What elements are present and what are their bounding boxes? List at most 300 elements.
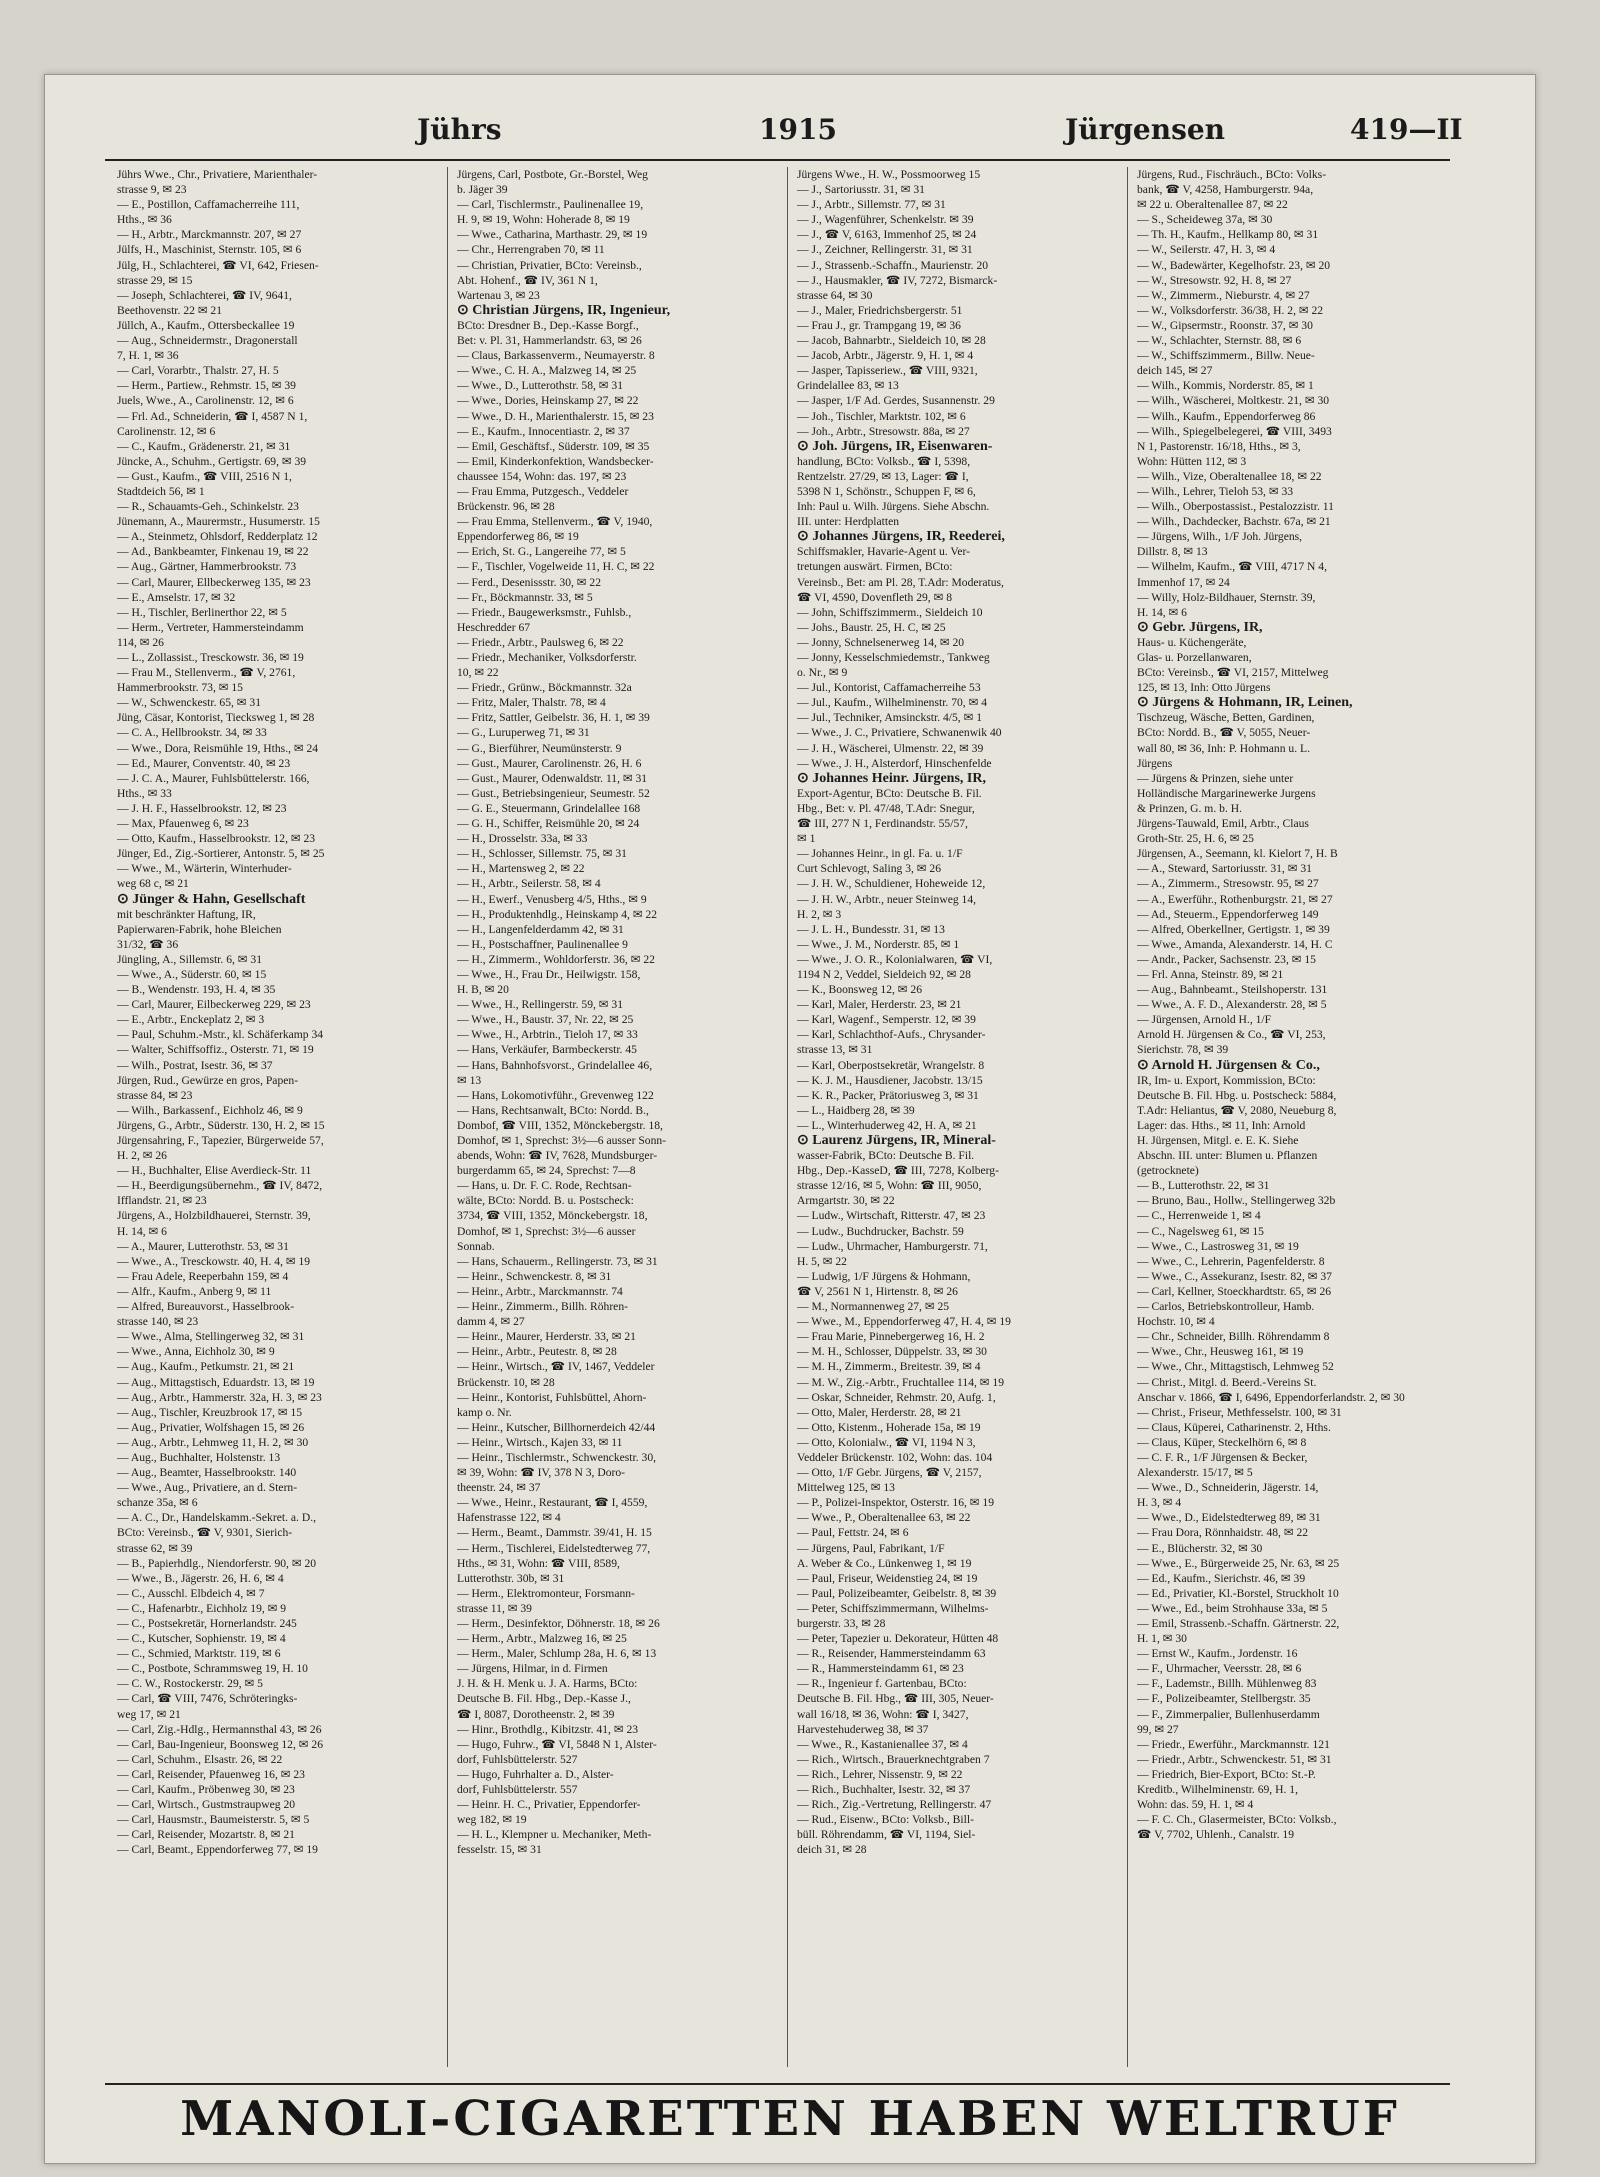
directory-line: Jürgens bbox=[1137, 756, 1173, 770]
directory-line: wall 80, ✉ 36, Inh: P. Hohmann u. L. bbox=[1137, 741, 1310, 755]
directory-line: strasse 84, ✉ 23 bbox=[117, 1088, 193, 1102]
directory-line: Export-Agentur, BCto: Deutsche B. Fil. bbox=[797, 786, 982, 800]
directory-line: chaussee 154, Wohn: das. 197, ✉ 23 bbox=[457, 469, 627, 483]
directory-line: — Frl. Ad., Schneiderin, ☎ I, 4587 N 1, bbox=[117, 409, 308, 423]
directory-line: Brückenstr. 96, ✉ 28 bbox=[457, 500, 555, 514]
column-divider bbox=[447, 167, 448, 2067]
directory-line: — Jacob, Arbtr., Jägerstr. 9, H. 1, ✉ 4 bbox=[797, 349, 974, 363]
directory-line: — Frau Emma, Stellenverm., ☎ V, 1940, bbox=[457, 515, 653, 529]
directory-line: burgerdamm 65, ✉ 24, Sprechst: 7—8 bbox=[457, 1164, 636, 1178]
directory-line: — R., Schauamts-Geh., Schinkelstr. 23 bbox=[117, 500, 299, 514]
directory-line: Ifflandstr. 21, ✉ 23 bbox=[117, 1194, 207, 1208]
directory-line: — Wwe., J. M., Norderstr. 85, ✉ 1 bbox=[797, 937, 960, 951]
directory-line: ⊙ Christian Jürgens, IR, Ingenieur, bbox=[457, 302, 671, 318]
directory-line: o. Nr., ✉ 9 bbox=[797, 666, 848, 680]
directory-line: BCto: Vereinsb., ☎ VI, 2157, Mittelweg bbox=[1137, 666, 1329, 680]
directory-line: — Wwe., D., Eidelstedterweg 89, ✉ 31 bbox=[1137, 1511, 1321, 1525]
directory-line: dorf, Fuhlsbüttelerstr. 527 bbox=[457, 1752, 578, 1766]
directory-line: Hochstr. 10, ✉ 4 bbox=[1137, 1315, 1215, 1329]
directory-line: 114, ✉ 26 bbox=[117, 635, 164, 649]
directory-line: — M. W., Zig.-Arbtr., Fruchtallee 114, ✉ 19 bbox=[797, 1375, 1004, 1389]
directory-line: Sonnab. bbox=[457, 1239, 495, 1253]
directory-line: theenstr. 24, ✉ 37 bbox=[457, 1481, 541, 1495]
directory-line: — Carl, Kellner, Stoeckhardtstr. 65, ✉ 26 bbox=[1137, 1284, 1332, 1298]
directory-line: — Jacob, Bahnarbtr., Sieldeich 10, ✉ 28 bbox=[797, 334, 986, 348]
directory-line: burgerstr. 33, ✉ 28 bbox=[797, 1617, 886, 1630]
directory-line: — Wwe., B., Jägerstr. 26, H. 6, ✉ 4 bbox=[117, 1571, 284, 1585]
directory-line: ⊙ Arnold H. Jürgensen & Co., bbox=[1137, 1057, 1320, 1073]
directory-line: — L., Haidberg 28, ✉ 39 bbox=[797, 1103, 915, 1117]
directory-line: — Wwe., E., Bürgerweide 25, Nr. 63, ✉ 25 bbox=[1137, 1556, 1340, 1570]
directory-line: H. Jürgensen, Mitgl. e. E. K. Siehe bbox=[1137, 1134, 1299, 1147]
directory-line: — Wilh., Wäscherei, Moltkestr. 21, ✉ 30 bbox=[1137, 394, 1330, 408]
directory-line: — Frau Marie, Pinnebergerweg 16, H. 2 bbox=[797, 1330, 985, 1344]
directory-line: — Hinr., Brothdlg., Kibitzstr. 41, ✉ 23 bbox=[457, 1722, 639, 1736]
directory-line: — Friedr., Arbtr., Schwenckestr. 51, ✉ 31 bbox=[1137, 1752, 1332, 1766]
directory-line: — W., Volksdorferstr. 36/38, H. 2, ✉ 22 bbox=[1137, 303, 1324, 317]
directory-line: H. 5, ✉ 22 bbox=[797, 1254, 847, 1268]
directory-line: Veddeler Brückenstr. 102, Wohn: das. 104 bbox=[797, 1450, 993, 1464]
header-year: 1915 bbox=[759, 113, 837, 146]
directory-line: Carolinenstr. 12, ✉ 6 bbox=[117, 424, 216, 438]
directory-line: — Jürgensen, Arnold H., 1/F bbox=[1137, 1013, 1272, 1027]
directory-line: Jülfs, H., Maschinist, Sternstr. 105, ✉ 6 bbox=[117, 243, 302, 257]
directory-line: weg 17, ✉ 21 bbox=[117, 1707, 181, 1721]
directory-line: — Oskar, Schneider, Rehmstr. 20, Aufg. 1, bbox=[797, 1390, 996, 1404]
directory-line: Harvestehuderweg 38, ✉ 37 bbox=[797, 1722, 929, 1736]
directory-line: — W., Seilerstr. 47, H. 3, ✉ 4 bbox=[1137, 243, 1276, 257]
directory-line: Jüllch, A., Kaufm., Ottersbeckallee 19 bbox=[117, 318, 295, 332]
directory-line: — A., Steward, Sartoriusstr. 31, ✉ 31 bbox=[1137, 862, 1312, 876]
directory-line: — E., Postillon, Caffamacherreihe 111, bbox=[117, 198, 300, 212]
directory-line: Domhof, ✉ 1, Sprechst: 3½—6 ausser Sonn- bbox=[457, 1134, 667, 1147]
directory-line: — Hans, Schauerm., Rellingerstr. 73, ✉ 31 bbox=[457, 1254, 658, 1268]
directory-line: — Karl, Maler, Herderstr. 23, ✉ 21 bbox=[797, 998, 962, 1012]
column-1 bbox=[117, 167, 432, 2067]
directory-line: ⊙ Joh. Jürgens, IR, Eisenwaren- bbox=[797, 438, 993, 454]
directory-line: wasser-Fabrik, BCto: Deutsche B. Fil. bbox=[797, 1149, 975, 1163]
directory-line: ✉ 22 u. Oberaltenallee 87, ✉ 22 bbox=[1137, 198, 1288, 212]
directory-line: — Max, Pfauenweg 6, ✉ 23 bbox=[117, 817, 249, 831]
directory-line: bank, ☎ V, 4258, Hamburgerstr. 94a, bbox=[1137, 183, 1314, 197]
directory-line: — Wwe., Chr., Mittagstisch, Lehmweg 52 bbox=[1137, 1360, 1334, 1374]
footer-rule bbox=[105, 2083, 1450, 2085]
footer-advertisement: MANOLI-CIGARETTEN HABEN WELTRUF bbox=[180, 2091, 1400, 2147]
directory-line: — Gust., Betriebsingenieur, Seumestr. 52 bbox=[457, 786, 650, 800]
directory-line: — Jasper, 1/F Ad. Gerdes, Susannenstr. 29 bbox=[797, 394, 995, 408]
directory-line: — Wwe., A., Tresckowstr. 40, H. 4, ✉ 19 bbox=[117, 1254, 311, 1268]
column-divider bbox=[1127, 167, 1128, 2067]
directory-line: BCto: Nordd. B., ☎ V, 5055, Neuer- bbox=[1137, 726, 1311, 740]
directory-line: — Aug., Kaufm., Petkumstr. 21, ✉ 21 bbox=[117, 1360, 295, 1374]
directory-line: — Wwe., Ed., beim Strohhause 33a, ✉ 5 bbox=[1137, 1601, 1328, 1615]
directory-line: — Aug., Gärtner, Hammerbrookstr. 73 bbox=[117, 560, 297, 574]
directory-line: — Wilh., Oberpostassist., Pestalozzistr. 11 bbox=[1137, 500, 1334, 514]
directory-line: strasse 13, ✉ 31 bbox=[797, 1043, 873, 1057]
directory-line: — Friedrich, Bier-Export, BCto: St.-P. bbox=[1137, 1767, 1316, 1781]
directory-line: Jüng, Cäsar, Kontorist, Tiecksweg 1, ✉ 28 bbox=[117, 711, 315, 725]
directory-line: — Andr., Packer, Sachsenstr. 23, ✉ 15 bbox=[1137, 952, 1316, 966]
directory-line: — Wwe., Aug., Privatiere, an d. Stern- bbox=[117, 1481, 298, 1495]
directory-line: — Ludwig, 1/F Jürgens & Hohmann, bbox=[797, 1269, 971, 1283]
directory-line: Inh: Paul u. Wilh. Jürgens. Siehe Abschn. bbox=[797, 500, 990, 514]
directory-line: A. Weber & Co., Lünkenweg 1, ✉ 19 bbox=[797, 1556, 972, 1570]
directory-line: — Otto, Kolonialw., ☎ VI, 1194 N 3, bbox=[797, 1435, 976, 1449]
directory-line: — Carl, Hausmstr., Baumeisterstr. 5, ✉ 5 bbox=[117, 1813, 310, 1827]
directory-line: — Wwe., J. H., Alsterdorf, Hinschenfelde bbox=[797, 756, 992, 770]
directory-line: — Heinr., Kontorist, Fuhlsbüttel, Ahorn- bbox=[457, 1390, 647, 1404]
directory-line: — Heinr., Wirtsch., Kajen 33, ✉ 11 bbox=[457, 1435, 623, 1449]
directory-line: — Willy, Holz-Bildhauer, Sternstr. 39, bbox=[1137, 590, 1316, 604]
directory-line: — Th. H., Kaufm., Hellkamp 80, ✉ 31 bbox=[1137, 228, 1319, 242]
directory-line: — Carl, ☎ VIII, 7476, Schröteringks- bbox=[117, 1692, 298, 1706]
directory-line: — Wwe., H., Baustr. 37, Nr. 22, ✉ 25 bbox=[457, 1013, 634, 1027]
directory-line: Abt. Hohenf., ☎ IV, 361 N 1, bbox=[457, 273, 598, 287]
directory-line: — H., Schlosser, Sillemstr. 75, ✉ 31 bbox=[457, 847, 627, 861]
column-4 bbox=[1137, 167, 1452, 2067]
directory-line: ✉ 39, Wohn: ☎ IV, 378 N 3, Doro- bbox=[457, 1466, 626, 1480]
directory-line: — Rich., Wirtsch., Brauerknechtgraben 7 bbox=[797, 1752, 990, 1766]
directory-line: — Peter, Tapezier u. Dekorateur, Hütten 48 bbox=[797, 1632, 999, 1646]
directory-line: — Gust., Maurer, Odenwaldstr. 11, ✉ 31 bbox=[457, 771, 648, 785]
directory-line: — Carl, Zig.-Hdlg., Hermannsthal 43, ✉ 26 bbox=[117, 1722, 322, 1736]
directory-line: — Wwe., H., Rellingerstr. 59, ✉ 31 bbox=[457, 998, 623, 1012]
directory-line: — Heinr., Kutscher, Billhornerdeich 42/44 bbox=[457, 1420, 656, 1434]
directory-line: J. H. & H. Menk u. J. A. Harms, BCto: bbox=[457, 1677, 638, 1691]
directory-line: — B., Wendenstr. 193, H. 4, ✉ 35 bbox=[117, 983, 276, 997]
directory-line: — Joseph, Schlachterei, ☎ IV, 9641, bbox=[117, 288, 292, 302]
directory-line: — Heinr., Zimmerm., Billh. Röhren- bbox=[457, 1300, 628, 1314]
directory-line: — J., Zeichner, Rellingerstr. 31, ✉ 31 bbox=[797, 243, 973, 257]
directory-line: Jülg, H., Schlachterei, ☎ VI, 642, Friesen- bbox=[117, 258, 319, 272]
directory-line: Beethovenstr. 22 ✉ 21 bbox=[117, 303, 223, 317]
directory-line: wälte, BCto: Nordd. B. u. Postscheck: bbox=[457, 1194, 634, 1208]
directory-line: — Frau Adele, Reeperbahn 159, ✉ 4 bbox=[117, 1269, 289, 1283]
directory-line: — J. C. A., Maurer, Fuhlsbüttelerstr. 166, bbox=[117, 771, 310, 785]
directory-line: Glas- u. Porzellanwaren, bbox=[1137, 651, 1252, 664]
directory-line: — Hans, u. Dr. F. C. Rode, Rechtsan- bbox=[457, 1179, 632, 1193]
directory-line: Hths., ✉ 33 bbox=[117, 786, 172, 800]
directory-line: — Claus, Küper, Steckelhörn 6, ✉ 8 bbox=[1137, 1435, 1307, 1449]
directory-line: — H., Arbtr., Seilerstr. 58, ✉ 4 bbox=[457, 877, 601, 891]
directory-line: — W., Stresowstr. 92, H. 8, ✉ 27 bbox=[1137, 273, 1292, 287]
directory-line: Jüncke, A., Schuhm., Gertigstr. 69, ✉ 39 bbox=[117, 454, 307, 468]
directory-line: — Herm., Beamt., Dammstr. 39/41, H. 15 bbox=[457, 1526, 652, 1540]
directory-line: — Wwe., C., Assekuranz, Isestr. 82, ✉ 37 bbox=[1137, 1269, 1332, 1283]
directory-line: — Heinr., Arbtr., Peutestr. 8, ✉ 28 bbox=[457, 1345, 617, 1359]
directory-line: weg 68 c, ✉ 21 bbox=[117, 877, 189, 891]
directory-line: — Frau J., gr. Trampgang 19, ✉ 36 bbox=[797, 318, 961, 332]
directory-line: — F. C. Ch., Glasermeister, BCto: Volksb., bbox=[1137, 1813, 1337, 1827]
directory-line: — Wilh., Kaufm., Eppendorferweg 86 bbox=[1137, 409, 1316, 423]
directory-line: — J., Arbtr., Sillemstr. 77, ✉ 31 bbox=[797, 198, 946, 212]
directory-line: Jürgens, G., Arbtr., Süderstr. 130, H. 2, ✉ 15 bbox=[117, 1118, 325, 1132]
directory-line: ☎ I, 8087, Dorotheenstr. 2, ✉ 39 bbox=[457, 1707, 615, 1721]
directory-line: — R., Ingenieur f. Gartenbau, BCto: bbox=[797, 1677, 967, 1691]
directory-line: III. unter: Herdplatten bbox=[797, 515, 900, 529]
directory-line: — Wwe., Heinr., Restaurant, ☎ I, 4559, bbox=[457, 1496, 648, 1510]
directory-line: — Friedr., Ewerführ., Marckmannstr. 121 bbox=[1137, 1737, 1330, 1751]
directory-line: — Aug., Tischler, Kreuzbrook 17, ✉ 15 bbox=[117, 1405, 303, 1419]
directory-line: Jürgens, A., Holzbildhauerei, Sternstr. 39, bbox=[117, 1209, 311, 1223]
directory-line: — Claus, Barkassenverm., Neumayerstr. 8 bbox=[457, 349, 655, 363]
directory-line: — Jonny, Kesselschmiedemstr., Tankweg bbox=[797, 651, 990, 664]
directory-line: — S., Scheideweg 37a, ✉ 30 bbox=[1137, 213, 1273, 227]
directory-line: — Hans, Bahnhofsvorst., Grindelallee 46, bbox=[457, 1058, 653, 1072]
directory-line: — F., Uhrmacher, Veersstr. 28, ✉ 6 bbox=[1137, 1662, 1302, 1676]
directory-line: — Otto, 1/F Gebr. Jürgens, ☎ V, 2157, bbox=[797, 1466, 982, 1480]
directory-line: dorf, Fuhlsbüttelerstr. 557 bbox=[457, 1783, 578, 1797]
directory-line: — Heinr., Wirtsch., ☎ IV, 1467, Veddeler bbox=[457, 1360, 655, 1374]
directory-line: — Jürgens, Hilmar, in d. Firmen bbox=[457, 1662, 608, 1676]
directory-line: strasse 11, ✉ 39 bbox=[457, 1601, 532, 1615]
directory-line: — Frau Dora, Rönnhaidstr. 48, ✉ 22 bbox=[1137, 1526, 1309, 1540]
directory-line: — G. E., Steuermann, Grindelallee 168 bbox=[457, 801, 641, 815]
directory-line: ☎ V, 2561 N 1, Hirtenstr. 8, ✉ 26 bbox=[797, 1284, 958, 1298]
directory-line: b. Jäger 39 bbox=[457, 183, 508, 197]
directory-line: — Heinr., Arbtr., Marckmannstr. 74 bbox=[457, 1284, 623, 1298]
directory-line: — K. J. M., Hausdiener, Jacobstr. 13/15 bbox=[797, 1073, 983, 1087]
directory-line: — Rud., Eisenw., BCto: Volksb., Bill- bbox=[797, 1813, 974, 1827]
directory-line: — Wwe., Catharina, Marthastr. 29, ✉ 19 bbox=[457, 228, 648, 242]
directory-line: tretungen auswärt. Firmen, BCto: bbox=[797, 560, 953, 574]
directory-line: — H., Tischler, Berlinerthor 22, ✉ 5 bbox=[117, 605, 287, 619]
directory-line: — John, Schiffszimmerm., Sieldeich 10 bbox=[797, 605, 983, 619]
directory-line: Jürgensahring, F., Tapezier, Bürgerweide 57, bbox=[117, 1134, 324, 1147]
directory-line: — J., Maler, Friedrichsbergerstr. 51 bbox=[797, 303, 963, 317]
directory-line: — E., Arbtr., Enckeplatz 2, ✉ 3 bbox=[117, 1013, 265, 1027]
directory-line: 3734, ☎ VIII, 1352, Mönckebergstr. 18, bbox=[457, 1209, 648, 1223]
directory-line: H. 14, ✉ 6 bbox=[117, 1224, 167, 1238]
directory-line: — Hugo, Fuhrhalter a. D., Alster- bbox=[457, 1767, 614, 1781]
directory-line: — Ed., Privatier, Kl.-Borstel, Struckholt 10 bbox=[1137, 1586, 1339, 1600]
directory-line: — M., Normannenweg 27, ✉ 25 bbox=[797, 1300, 950, 1314]
directory-line: Dombof, ☎ VIII, 1352, Mönckebergstr. 18, bbox=[457, 1118, 663, 1132]
directory-line: — Ernst W., Kaufm., Jordenstr. 16 bbox=[1137, 1647, 1298, 1661]
directory-line: Jüngling, A., Sillemstr. 6, ✉ 31 bbox=[117, 952, 262, 966]
directory-line: — Frau M., Stellenverm., ☎ V, 2761, bbox=[117, 666, 296, 680]
directory-line: — Jasper, Tapisseriew., ☎ VIII, 9321, bbox=[797, 364, 978, 378]
directory-line: — Ludw., Buchdrucker, Bachstr. 59 bbox=[797, 1224, 964, 1238]
directory-line: Haus- u. Küchengeräte, bbox=[1137, 635, 1247, 649]
directory-line: — Wwe., R., Kastanienallee 37, ✉ 4 bbox=[797, 1737, 968, 1751]
directory-page bbox=[44, 74, 1536, 2164]
directory-line: — Jürgens, Paul, Fabrikant, 1/F bbox=[797, 1541, 945, 1555]
directory-line: Wohn: das. 59, H. 1, ✉ 4 bbox=[1137, 1798, 1254, 1812]
directory-line: — C. A., Hellbrookstr. 34, ✉ 33 bbox=[117, 726, 267, 740]
directory-line: Jünemann, A., Maurermstr., Husumerstr. 15 bbox=[117, 515, 320, 529]
directory-line: ✉ 13 bbox=[457, 1073, 482, 1087]
directory-line: — Ferd., Desenissstr. 30, ✉ 22 bbox=[457, 575, 602, 589]
directory-line: — Wwe., C., Lehrerin, Pagenfelderstr. 8 bbox=[1137, 1254, 1325, 1268]
directory-line: Lager: das. Hths., ✉ 11, Inh: Arnold bbox=[1137, 1118, 1306, 1132]
directory-line: — Karl, Wagenf., Semperstr. 12, ✉ 39 bbox=[797, 1013, 976, 1027]
directory-line: — J. L. H., Bundesstr. 31, ✉ 13 bbox=[797, 922, 945, 936]
directory-line: H. 3, ✉ 4 bbox=[1137, 1496, 1182, 1510]
directory-line: — A., Steinmetz, Ohlsdorf, Redderplatz 12 bbox=[117, 530, 318, 544]
directory-line: Jürgens, Rud., Fischräuch., BCto: Volks- bbox=[1137, 168, 1327, 181]
directory-line: — Wilh., Barkassenf., Eichholz 46, ✉ 9 bbox=[117, 1103, 303, 1117]
directory-line: — Emil, Kinderkonfektion, Wandsbecker- bbox=[457, 454, 654, 468]
directory-line: — H., Ewerf., Venusberg 4/5, Hths., ✉ 9 bbox=[457, 892, 647, 906]
directory-line: Juels, Wwe., A., Carolinenstr. 12, ✉ 6 bbox=[117, 394, 294, 408]
directory-line: kamp o. Nr. bbox=[457, 1405, 512, 1419]
directory-line: H. 14, ✉ 6 bbox=[1137, 605, 1187, 619]
directory-columns bbox=[117, 167, 1462, 2067]
directory-line: — J. H. W., Schuldiener, Hoheweide 12, bbox=[797, 877, 986, 891]
directory-line: — Carl, Tischlermstr., Paulinenallee 19, bbox=[457, 198, 644, 212]
directory-line: — J. H., Wäscherei, Ulmenstr. 22, ✉ 39 bbox=[797, 741, 984, 755]
directory-line: — Frau Emma, Putzgesch., Veddeler bbox=[457, 484, 629, 498]
directory-line: — Wilh., Lehrer, Tieloh 53, ✉ 33 bbox=[1137, 484, 1294, 498]
directory-line: Rentzelstr. 27/29, ✉ 13, Lager: ☎ I, bbox=[797, 469, 969, 483]
directory-line: damm 4, ✉ 27 bbox=[457, 1315, 525, 1329]
directory-line: — Carl, Bau-Ingenieur, Boonsweg 12, ✉ 26 bbox=[117, 1737, 323, 1751]
directory-line: Curt Schlevogt, Saling 3, ✉ 26 bbox=[797, 862, 942, 876]
directory-line: — Carl, Reisender, Pfauenweg 16, ✉ 23 bbox=[117, 1767, 305, 1781]
directory-line: — Carl, Maurer, Eilbeckerweg 229, ✉ 23 bbox=[117, 998, 311, 1012]
directory-line: Deutsche B. Fil. Hbg., Dep.-Kasse J., bbox=[457, 1692, 631, 1706]
directory-line: — W., Schiffszimmerm., Billw. Neue- bbox=[1137, 349, 1315, 363]
directory-line: — J., Hausmakler, ☎ IV, 7272, Bismarck- bbox=[797, 273, 998, 287]
directory-line: strasse 64, ✉ 30 bbox=[797, 288, 873, 302]
directory-line: — Aug., Privatier, Wolfshagen 15, ✉ 26 bbox=[117, 1420, 305, 1434]
directory-line: — Jonny, Schnelsenerweg 14, ✉ 20 bbox=[797, 635, 965, 649]
directory-line: Jürgens-Tauwald, Emil, Arbtr., Claus bbox=[1137, 817, 1309, 831]
directory-line: — J., Strassenb.-Schaffn., Maurienstr. 20 bbox=[797, 258, 989, 272]
directory-line: Papierwaren-Fabrik, hohe Bleichen bbox=[117, 922, 282, 936]
directory-line: — C., Kaufm., Grädenerstr. 21, ✉ 31 bbox=[117, 439, 291, 453]
directory-line: — Wwe., Chr., Heusweg 161, ✉ 19 bbox=[1137, 1345, 1304, 1359]
directory-line: ⊙ Gebr. Jürgens, IR, bbox=[1137, 619, 1263, 635]
directory-line: Eppendorferweg 86, ✉ 19 bbox=[457, 530, 579, 544]
directory-line: — J., Sartoriusstr. 31, ✉ 31 bbox=[797, 183, 925, 197]
directory-line: Sierichstr. 78, ✉ 39 bbox=[1137, 1043, 1229, 1057]
directory-line: — Joh., Arbtr., Stresowstr. 88a, ✉ 27 bbox=[797, 424, 970, 438]
directory-line: — Herm., Desinfektor, Döhnerstr. 18, ✉ 26 bbox=[457, 1617, 660, 1630]
directory-line: — K. R., Packer, Prätoriusweg 3, ✉ 31 bbox=[797, 1088, 979, 1102]
directory-line: — Peter, Schiffszimmermann, Wilhelms- bbox=[797, 1601, 989, 1615]
directory-line: Hammerbrookstr. 73, ✉ 15 bbox=[117, 681, 243, 695]
directory-line: Vereinsb., Bet: am Pl. 28, T.Adr: Moderatus, bbox=[797, 575, 1004, 589]
directory-line: Heschredder 67 bbox=[457, 620, 531, 634]
directory-line: schanze 35a, ✉ 6 bbox=[117, 1496, 198, 1510]
directory-line: — Frl. Anna, Steinstr. 89, ✉ 21 bbox=[1137, 967, 1284, 981]
directory-line: — H., Buchhalter, Elise Averdieck-Str. 11 bbox=[117, 1164, 312, 1178]
directory-line: — F., Polizeibeamter, Stellbergstr. 35 bbox=[1137, 1692, 1311, 1706]
directory-line: — Herm., Vertreter, Hammersteindamm bbox=[117, 620, 304, 634]
directory-line: — Erich, St. G., Langereihe 77, ✉ 5 bbox=[457, 545, 626, 559]
directory-line: — H., Arbtr., Marckmannstr. 207, ✉ 27 bbox=[117, 228, 302, 242]
directory-line: — Wilh., Dachdecker, Bachstr. 67a, ✉ 21 bbox=[1137, 515, 1331, 529]
directory-line: — Emil, Strassenb.-Schaffn. Gärtnerstr. 22, bbox=[1137, 1617, 1340, 1630]
directory-line: — Wwe., M., Eppendorferweg 47, H. 4, ✉ 19 bbox=[797, 1315, 1011, 1329]
directory-line: Hths., ✉ 36 bbox=[117, 213, 172, 227]
directory-line: — Ed., Maurer, Conventstr. 40, ✉ 23 bbox=[117, 756, 291, 770]
directory-line: — Otto, Kaufm., Hasselbrookstr. 12, ✉ 23 bbox=[117, 832, 316, 846]
directory-line: abends, Wohn: ☎ IV, 7628, Mundsburger- bbox=[457, 1149, 658, 1163]
directory-line: — Wwe., H., Frau Dr., Heilwigstr. 158, bbox=[457, 967, 641, 981]
directory-line: — Jul., Techniker, Amsinckstr. 4/5, ✉ 1 bbox=[797, 711, 983, 725]
directory-line: Deutsche B. Fil. Hbg., ☎ III, 305, Neuer- bbox=[797, 1692, 994, 1706]
directory-line: — Wwe., J. O. R., Kolonialwaren, ☎ VI, bbox=[797, 952, 993, 966]
directory-line: — Aug., Buchhalter, Holstenstr. 13 bbox=[117, 1450, 281, 1464]
directory-line: — Heinr., Tischlermstr., Schwenckestr. 30, bbox=[457, 1450, 657, 1464]
directory-line: Jünger, Ed., Zig.-Sortierer, Antonstr. 5, ✉ 25 bbox=[117, 847, 325, 861]
directory-line: — L., Zollassist., Tresckowstr. 36, ✉ 19 bbox=[117, 651, 304, 664]
directory-line: — H., Produktenhdlg., Heinskamp 4, ✉ 22 bbox=[457, 907, 658, 921]
directory-line: — Friedr., Mechaniker, Volksdorferstr. bbox=[457, 651, 637, 664]
directory-line: — Wwe., Dories, Heinskamp 27, ✉ 22 bbox=[457, 394, 639, 408]
directory-line: — Wilhelm, Kaufm., ☎ VIII, 4717 N 4, bbox=[1137, 560, 1328, 574]
directory-line: ⊙ Laurenz Jürgens, IR, Mineral- bbox=[797, 1133, 996, 1148]
directory-line: — Ludw., Wirtschaft, Ritterstr. 47, ✉ 23 bbox=[797, 1209, 986, 1223]
directory-line: — C. F. R., 1/F Jürgensen & Becker, bbox=[1137, 1450, 1308, 1464]
directory-line: Jürgens, Carl, Postbote, Gr.-Borstel, Weg bbox=[457, 168, 648, 181]
directory-line: mit beschränkter Haftung, IR, bbox=[117, 907, 256, 921]
directory-line: — Carl, Reisender, Mozartstr. 8, ✉ 21 bbox=[117, 1828, 295, 1842]
directory-line: — Joh., Tischler, Marktstr. 102, ✉ 6 bbox=[797, 409, 966, 423]
directory-line: — Aug., Bahnbeamt., Steilshoperstr. 131 bbox=[1137, 983, 1328, 997]
directory-line: — E., Blücherstr. 32, ✉ 30 bbox=[1137, 1541, 1263, 1555]
directory-line: — M. H., Zimmerm., Breitestr. 39, ✉ 4 bbox=[797, 1360, 981, 1374]
directory-line: — Paul, Friseur, Weidenstieg 24, ✉ 19 bbox=[797, 1571, 978, 1585]
directory-line: — C., Nagelsweg 61, ✉ 15 bbox=[1137, 1224, 1264, 1238]
directory-line: — W., Badewärter, Kegelhofstr. 23, ✉ 20 bbox=[1137, 258, 1331, 272]
directory-line: ⊙ Jünger & Hahn, Gesellschaft bbox=[117, 891, 306, 907]
column-2 bbox=[457, 167, 772, 2067]
directory-line: — G. H., Schiffer, Reismühle 20, ✉ 24 bbox=[457, 817, 640, 831]
directory-line: — Hugo, Fuhrw., ☎ VI, 5848 N 1, Alster- bbox=[457, 1737, 657, 1751]
directory-line: Domhof, ✉ 1, Sprechst: 3½—6 ausser bbox=[457, 1224, 636, 1238]
directory-line: — Hans, Verkäufer, Barmbeckerstr. 45 bbox=[457, 1043, 637, 1057]
directory-line: Hbg., Bet: v. Pl. 47/48, T.Adr: Snegur, bbox=[797, 801, 975, 815]
directory-line: 99, ✉ 27 bbox=[1137, 1722, 1179, 1736]
directory-line: — Christian, Privatier, BCto: Vereinsb., bbox=[457, 258, 642, 272]
directory-line: 7, H. 1, ✉ 36 bbox=[117, 349, 179, 363]
directory-line: — W., Gipsermstr., Roonstr. 37, ✉ 30 bbox=[1137, 318, 1313, 332]
directory-line: strasse 62, ✉ 39 bbox=[117, 1541, 193, 1555]
directory-line: — H., Langenfelderdamm 42, ✉ 31 bbox=[457, 922, 624, 936]
directory-line: — W., Zimmerm., Nieburstr. 4, ✉ 27 bbox=[1137, 288, 1310, 302]
directory-line: — Fritz, Sattler, Geibelstr. 36, H. 1, ✉ 39 bbox=[457, 711, 650, 725]
directory-line: ☎ VI, 4590, Dovenfleth 29, ✉ 8 bbox=[797, 590, 952, 604]
directory-line: — Friedr., Baugewerksmstr., Fuhlsb., bbox=[457, 605, 632, 619]
directory-line: (getrocknete) bbox=[1137, 1164, 1199, 1178]
directory-line: Hbg., Dep.-KasseD, ☎ III, 7278, Kolberg- bbox=[797, 1164, 999, 1178]
directory-line: — E., Kaufm., Innocentiastr. 2, ✉ 37 bbox=[457, 424, 630, 438]
directory-line: H. 1, ✉ 30 bbox=[1137, 1632, 1187, 1646]
directory-line: — W., Schwenckestr. 65, ✉ 31 bbox=[117, 696, 261, 710]
directory-line: strasse 140, ✉ 23 bbox=[117, 1315, 199, 1329]
directory-line: ✉ 1 bbox=[797, 832, 816, 846]
directory-line: — Otto, Kistenm., Hoherade 15a, ✉ 19 bbox=[797, 1420, 981, 1434]
directory-line: — Wwe., J. C., Privatiere, Schwanenwik 40 bbox=[797, 726, 1002, 740]
directory-line: — Emil, Geschäftsf., Süderstr. 109, ✉ 35 bbox=[457, 439, 650, 453]
directory-line: — Carl, Maurer, Ellbeckerweg 135, ✉ 23 bbox=[117, 575, 311, 589]
directory-line: — A., Maurer, Lutterothstr. 53, ✉ 31 bbox=[117, 1239, 289, 1253]
directory-line: strasse 29, ✉ 15 bbox=[117, 273, 193, 287]
directory-line: 1194 N 2, Veddel, Sieldeich 92, ✉ 28 bbox=[797, 967, 971, 981]
directory-line: 31/32, ☎ 36 bbox=[117, 937, 179, 951]
directory-line: — Carl, Vorarbtr., Thalstr. 27, H. 5 bbox=[117, 364, 279, 378]
directory-line: — Herm., Arbtr., Malzweg 16, ✉ 25 bbox=[457, 1632, 627, 1646]
directory-line: — H., Postschaffner, Paulinenallee 9 bbox=[457, 937, 628, 951]
directory-line: strasse 9, ✉ 23 bbox=[117, 183, 187, 197]
directory-line: — Ludw., Uhrmacher, Hamburgerstr. 71, bbox=[797, 1239, 988, 1253]
directory-line: N 1, Pastorenstr. 16/18, Hths., ✉ 3, bbox=[1137, 439, 1301, 453]
directory-line: — B., Lutterothstr. 22, ✉ 31 bbox=[1137, 1179, 1270, 1193]
